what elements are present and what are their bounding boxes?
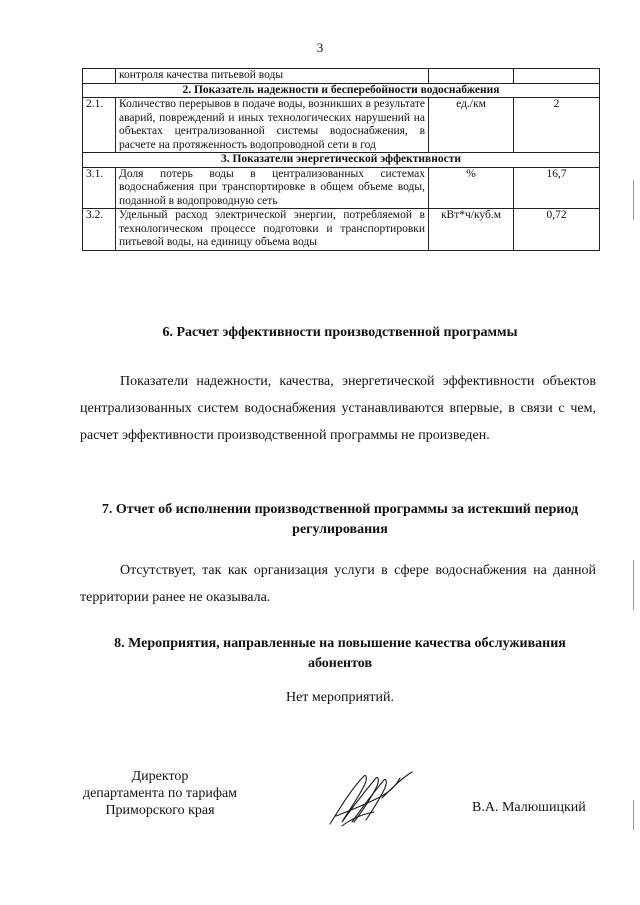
row-unit-cell: ед./км: [429, 98, 514, 153]
handwritten-signature: [322, 768, 418, 830]
signer-title-line: Приморского края: [105, 803, 215, 818]
scan-edge-mark: [633, 560, 634, 610]
row-value-cell: 16,7: [514, 167, 600, 209]
section-row: [83, 153, 600, 168]
row-value-cell: 2: [514, 98, 600, 153]
row-unit-cell: %: [429, 167, 514, 209]
table-row: [83, 209, 600, 251]
signer-title-line: Директор: [131, 769, 189, 784]
section-row: [83, 83, 600, 98]
row-description-cell: Доля потерь воды в централизованных системах водоснабжения при транспортировке в общем объеме воды, поданной в водопроводную сеть: [116, 167, 429, 209]
table-row: [83, 69, 600, 84]
section-8-heading: 8. Мероприятия, направленные на повышение качества обслуживания абонентов: [114, 636, 566, 671]
indicators-table: [82, 68, 600, 251]
row-description-cell: Количество перерывов в подаче воды, возникших в результате аварий, повреждений и иных технологических нарушений на объектах централизованной системы водоснабжения, в расчете на протяженность водопроводной сети в год: [116, 98, 429, 153]
table-row: [83, 98, 600, 153]
section-2-heading: 2. Показатель надежности и бесперебойности водоснабжения: [83, 83, 600, 98]
section-7-heading: 7. Отчет об исполнении производственной программы за истекший период регулирования: [101, 502, 579, 537]
signer-title: [60, 768, 260, 819]
table-row: [83, 167, 600, 209]
row-number-cell: 2.1.: [83, 98, 116, 153]
section-6-paragraph: Показатели надежности, качества, энергетической эффективности объектов централизованных систем водоснабжения устанавливаются впервые, в связи с чем, расчет эффективности производственной программы не произведен.: [80, 374, 596, 443]
section-6-heading: 6. Расчет эффективности производственной программы: [162, 325, 518, 340]
page-number: 3: [316, 40, 324, 55]
section-3-heading: 3. Показатели энергетической эффективности: [83, 153, 600, 168]
scan-edge-mark: [633, 180, 634, 220]
row-value-cell: [514, 69, 600, 84]
row-unit-cell: кВт*ч/куб.м: [429, 209, 514, 251]
scan-edge-mark: [633, 800, 634, 830]
row-number-cell: 3.1.: [83, 167, 116, 209]
row-value-cell: 0,72: [514, 209, 600, 251]
signer-title-line: департамента по тарифам: [82, 786, 238, 801]
row-unit-cell: [429, 69, 514, 84]
row-number-cell: [83, 69, 116, 84]
row-description-cell: Удельный расход электрической энергии, потребляемой в технологическом процессе подготовки и транспортировки питьевой воды, на единицу объема воды: [116, 209, 429, 251]
signer-name: В.А. Малюшицкий: [472, 800, 586, 815]
row-description-cell: контроля качества питьевой воды: [116, 69, 429, 84]
section-7-paragraph: Отсутствует, так как организация услуги в сфере водоснабжения на данной территории ранее не оказывала.: [80, 563, 596, 605]
row-number-cell: 3.2.: [83, 209, 116, 251]
section-8-text: Нет мероприятий.: [285, 690, 395, 705]
